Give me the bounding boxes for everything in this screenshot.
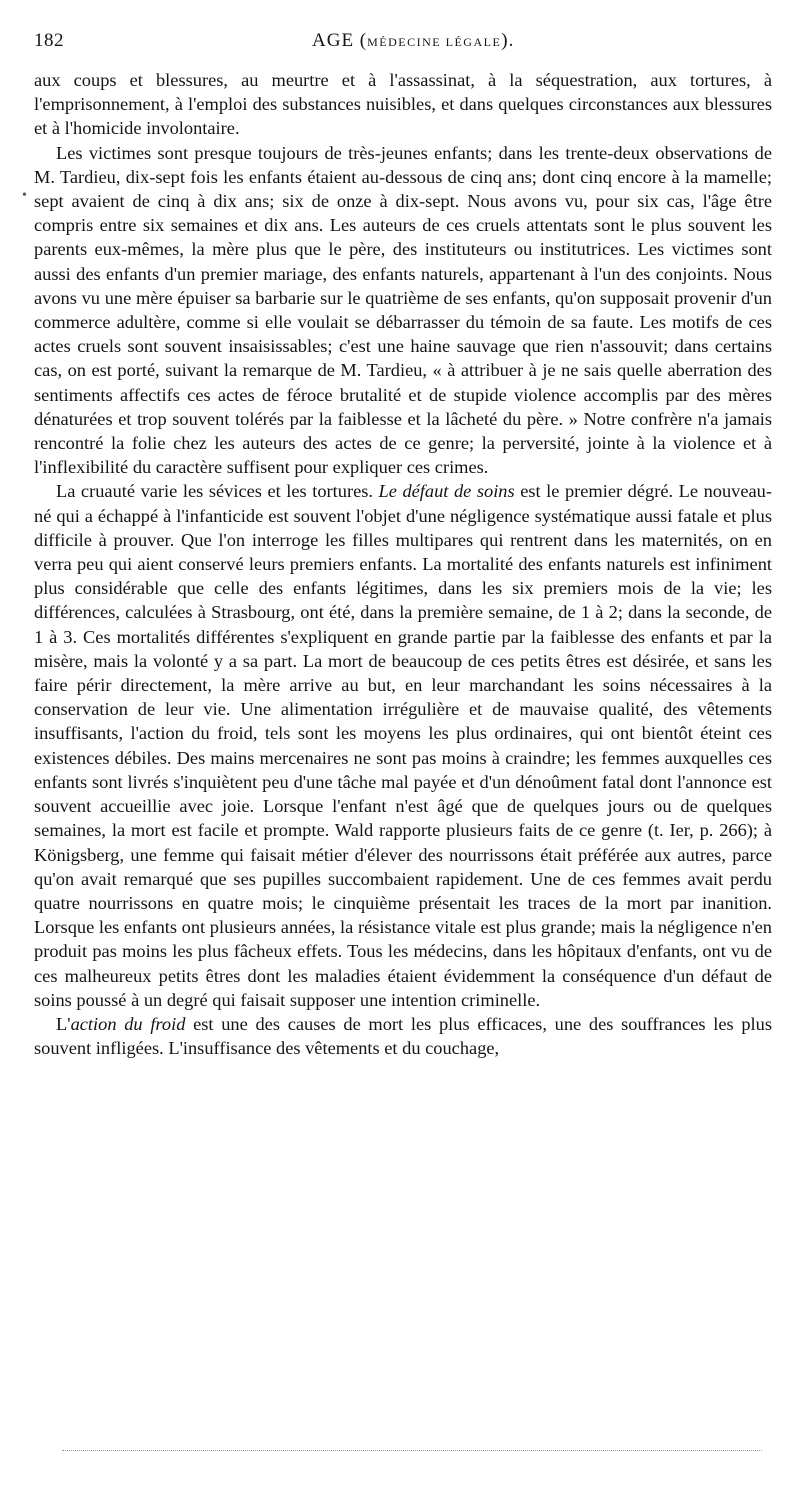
page-header (34, 30, 774, 60)
page-number: 182 (34, 30, 64, 51)
italic-term: Le défaut de soins (378, 481, 515, 502)
running-head-subtitle: MÉDECINE LÉGALE (367, 35, 502, 49)
paragraph (34, 479, 772, 1011)
paragraph (34, 68, 772, 141)
running-head-end: ). (501, 30, 515, 51)
italic-term: action du froid (70, 1013, 186, 1034)
footer-rule (62, 1450, 762, 1451)
paragraph-text: aux coups et blessures, au meurtre et à l'assassinat, à la séquestration, aux tortures, à l'emprisonnement, à l'emploi des substances nuisibles, et dans quelques circonstances aux blessures et à l'homicide involontaire. (34, 70, 772, 139)
paragraph (34, 1012, 772, 1060)
paragraph (34, 141, 772, 480)
paragraph-text: L' (56, 1013, 71, 1034)
running-head-main: AGE ( (312, 30, 368, 51)
margin-mark: • (22, 188, 27, 203)
paragraph-text: est le premier dégré. Le nouveau-né qui a échappé à l'infanticide est souvent l'objet d'une négligence systématique aussi fatale et plus difficile à prouver. Que l'on interroge les filles multipares qui rentrent dans les maternités, on en verra peu qui aient conservé leurs premiers enfants. La mortalité des enfants naturels est infiniment plus considérable que celle des enfants légitimes, dans les six premiers mois de la vie; les différences, calculées à Strasbourg, ont été, dans la première semaine, de 1 à 2; dans la seconde, de 1 à 3. Ces mortalités différentes s'expliquent en grande partie par la faiblesse des enfants et par la misère, mais la volonté y a sa part. La mort de beaucoup de ces petits êtres est désirée, et sans les faire périr directement, la mère arrive au but, en leur marchandant les soins nécessaires à la conservation de leur vie. Une alimentation irrégulière et de mauvaise qualité, des vêtements insuffisants, l'action du froid, tels sont les moyens les plus ordinaires, qui ont bientôt éteint ces existences débiles. Des mains mercenaires ne sont pas moins à craindre; les femmes auxquelles ces enfants sont livrés s'inquiètent peu d'une tâche mal payée et d'un dénoûment fatal dont l'annonce est souvent accueillie avec joie. Lorsque l'enfant n'est âgé que de quelques jours ou de quelques semaines, la mort est facile et prompte. Wald rapporte plusieurs faits de ce genre (t. Ier, p. 266); à Königsberg, une femme qui faisait métier d'élever des nourrissons était préférée aux autres, parce qu'on avait remarqué que ses pupilles succombaient rapidement. Une de ces femmes avait perdu quatre nourrissons en quatre mois; le cinquième présentait les traces de la mort par inanition. Lorsque les enfants ont plusieurs années, la résistance vitale est plus grande; mais la négligence n'en produit pas moins les plus fâcheux effets. Tous les médecins, dans les hôpitaux d'enfants, ont vu de ces malheureux petits êtres dont les maladies étaient évidemment la conséquence d'un défaut de soins poussé à un degré qui faisait supposer une intention criminelle. (34, 481, 772, 1010)
paragraph-text: Les victimes sont presque toujours de très-jeunes enfants; dans les trente-deux observations de M. Tardieu, dix-sept fois les enfants étaient au-dessous de cinq ans; dont cinq encore à la mamelle; sept avaient de cinq à dix ans; six de onze à dix-sept. Nous avons vu, pour six cas, l'âge être compris entre six semaines et dix ans. Les auteurs de ces cruels attentats sont le plus souvent les parents eux-mêmes, la mère plus que le père, des instituteurs ou institutrices. Les victimes sont aussi des enfants d'un premier mariage, des enfants naturels, appartenant à l'un des conjoints. Nous avons vu une mère épuiser sa barbarie sur le quatrième de ses enfants, qu'on supposait provenir d'un commerce adultère, comme si elle voulait se débarrasser du témoin de sa faute. Les motifs de ces actes cruels sont souvent insaisissables; c'est une haine sauvage que rien n'assouvit; dans certains cas, on est porté, suivant la remarque de M. Tardieu, « à attribuer à je ne sais quelle aberration des sentiments affectifs ces actes de féroce brutalité et de stupide violence accomplis par des mères dénaturées et trop souvent tolérés par la faiblesse et la lâcheté du père. » Notre confrère n'a jamais rencontré la folie chez les auteurs des actes de ce genre; la perversité, jointe à la violence et à l'inflexibilité du caractère suffisent pour expliquer ces crimes. (34, 142, 772, 478)
body-text (34, 68, 772, 1060)
running-head (312, 30, 514, 52)
paragraph-text: est une des causes de mort les plus efficaces, une des souffrances les plus souvent infligées. L'insuffisance des vêtements et du couchage, (34, 1013, 773, 1059)
paragraph-text: La cruauté varie les sévices et les tortures. (56, 481, 379, 502)
